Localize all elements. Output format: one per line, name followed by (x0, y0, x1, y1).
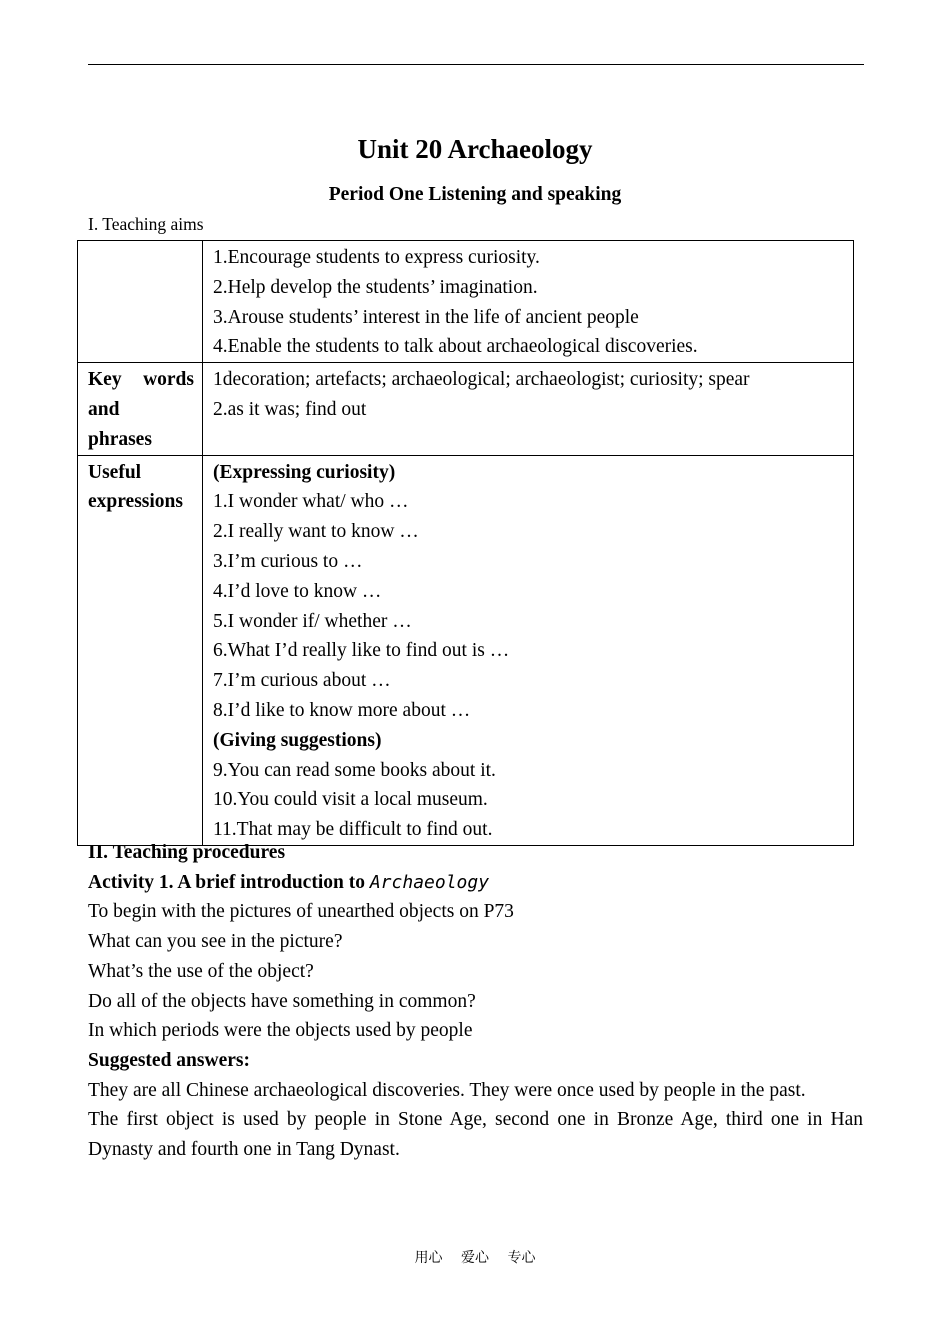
header-line: Useful (88, 461, 142, 483)
aim-line: 1.Encourage students to express curiosity. (213, 247, 540, 268)
activity-prefix: Activity 1. A brief introduction to (88, 871, 370, 893)
aim-line: 3.Arouse students’ interest in the life of ancient people (213, 306, 639, 328)
row-header-key-words (78, 363, 203, 455)
section-heading: (Giving suggestions) (213, 729, 382, 751)
header-line: expressions (88, 491, 183, 513)
page-title: Unit 20 Archaeology (357, 134, 593, 164)
expression-line: 11.That may be difficult to find out. (213, 819, 493, 841)
footer-text: 专心 (507, 1250, 536, 1266)
expression-line: 6.What I’d really like to find out is … (213, 640, 510, 662)
page-footer (0, 1247, 950, 1267)
question-line: Do all of the objects have something in common? (88, 990, 476, 1012)
answer-paragraph: The first object is used by people in Stone Age, second one in Bronze Age, third one in Han Dynasty and fourth one in Tang Dynast. (88, 1109, 863, 1161)
row-header-empty (78, 241, 203, 363)
header-line: and (88, 398, 120, 420)
procedures-section (88, 838, 863, 1165)
page-subtitle: Period One Listening and speaking (328, 184, 622, 205)
footer-text: 爱心 (461, 1250, 489, 1266)
header-line: Key words (88, 369, 194, 391)
key-words-cell (203, 363, 854, 455)
answer-paragraph: They are all Chinese archaeological discoveries. They were once used by people in the past. (88, 1079, 806, 1101)
question-line: What’s the use of the object? (88, 960, 314, 982)
expression-line: 1.I wonder what/ who … (213, 491, 409, 513)
question-line: To begin with the pictures of unearthed objects on P73 (88, 901, 514, 923)
key-words-line: 1decoration; artefacts; archaeological; archaeologist; curiosity; spear (213, 369, 750, 391)
footer-text: 用心 (414, 1250, 443, 1266)
expression-line: 10.You could visit a local museum. (213, 789, 488, 811)
expression-line: 5.I wonder if/ whether … (213, 610, 412, 632)
table-row (78, 455, 854, 845)
teaching-aims-table (77, 240, 854, 846)
question-line: What can you see in the picture? (88, 931, 343, 953)
aim-line: 4.Enable the students to talk about archaeological discoveries. (213, 336, 698, 358)
header-line: phrases (88, 428, 152, 450)
question-line: In which periods were the objects used by people (88, 1020, 473, 1042)
expression-line: 2.I really want to know … (213, 521, 419, 543)
key-words-line: 2.as it was; find out (213, 398, 367, 420)
row-header-useful-expressions (78, 455, 203, 845)
expression-line: 7.I’m curious about … (213, 670, 391, 692)
teaching-aims-label: I. Teaching aims (88, 214, 204, 234)
answers-label: Suggested answers: (88, 1049, 250, 1071)
expressions-cell (203, 455, 854, 845)
table-row (78, 241, 854, 363)
section-heading: (Expressing curiosity) (213, 461, 396, 483)
expression-line: 4.I’d love to know … (213, 580, 382, 602)
table-row (78, 363, 854, 455)
expression-line: 9.You can read some books about it. (213, 759, 496, 781)
procedures-heading: II. Teaching procedures (88, 842, 286, 863)
activity-heading (88, 868, 863, 898)
activity-topic: Archaeology (369, 871, 490, 893)
header-rule (88, 64, 864, 65)
expression-line: 3.I’m curious to … (213, 550, 363, 572)
aim-line: 2.Help develop the students’ imagination. (213, 276, 538, 298)
aims-cell (203, 241, 854, 363)
expression-line: 8.I’d like to know more about … (213, 699, 471, 721)
